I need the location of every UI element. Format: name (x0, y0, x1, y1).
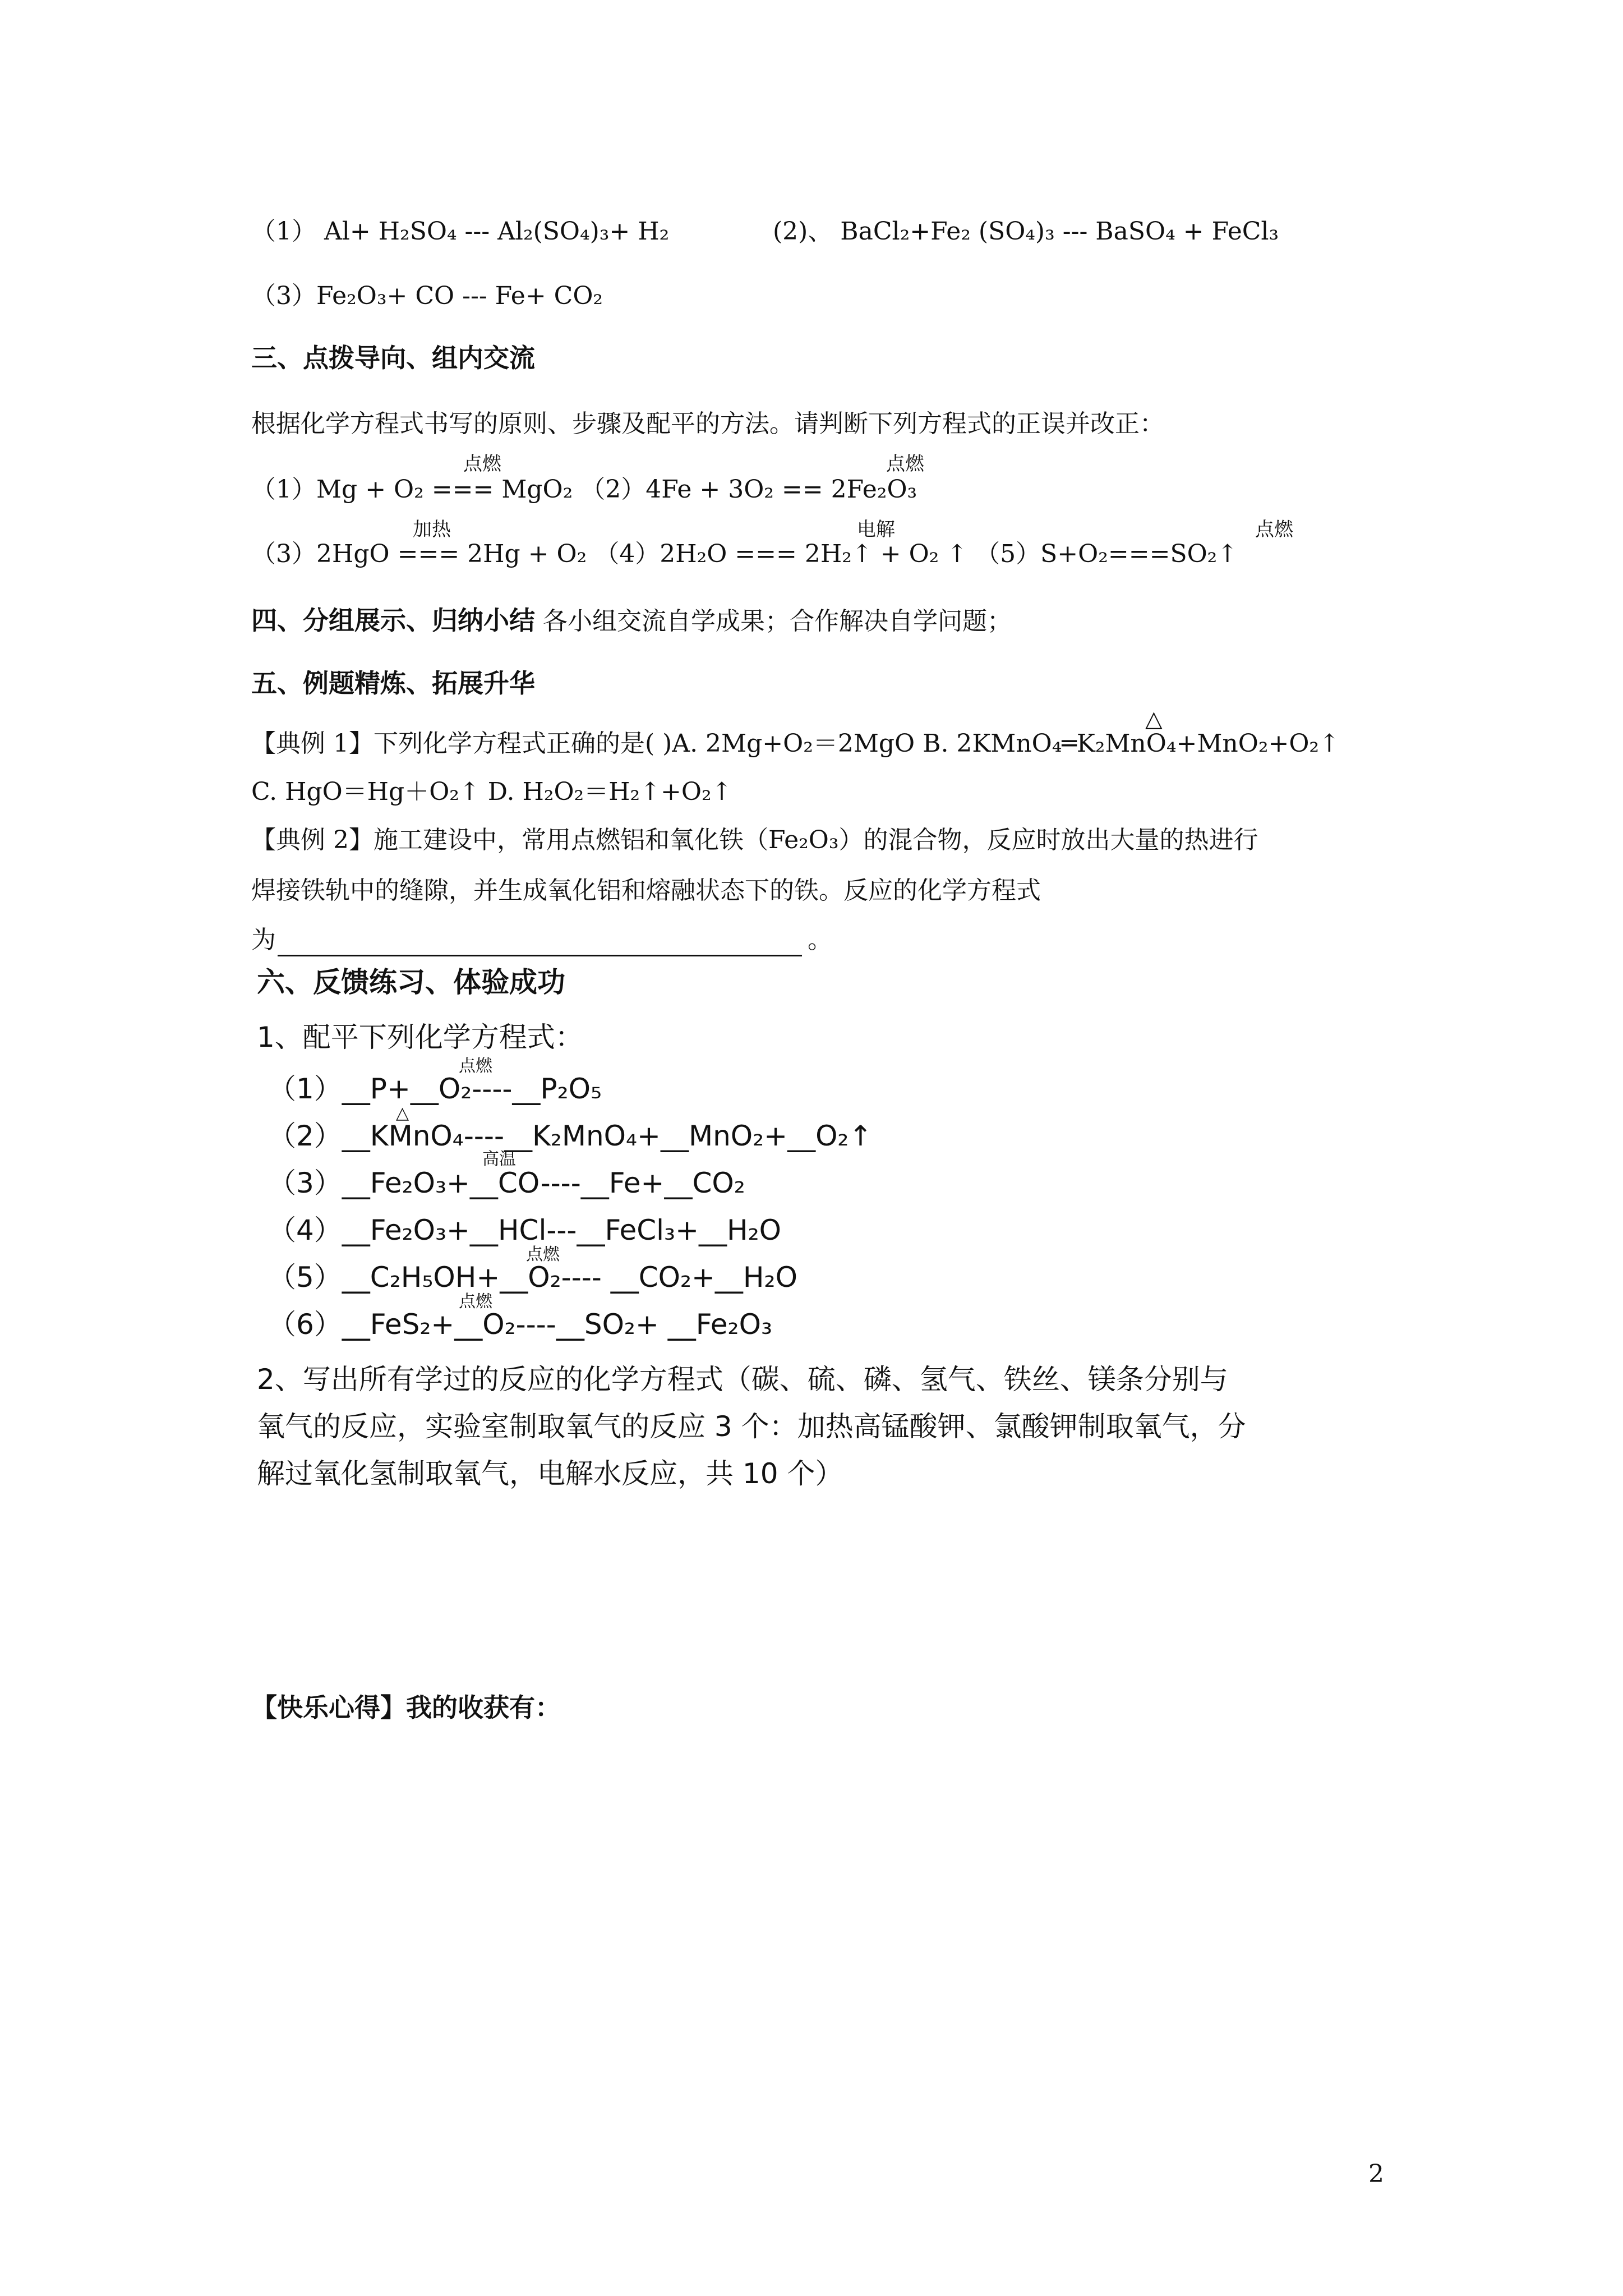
section-6-heading: 六、反馈练习、体验成功 (257, 966, 565, 999)
condition-label: 加热 (413, 518, 451, 541)
heating-triangle-icon: △ (1145, 706, 1163, 732)
example-1-line-1: 【典例 1】下列化学方程式正确的是( )A. 2Mg+O₂＝2MgO B. 2KMnO₄═K₂MnO₄+MnO₂+O₂↑ (251, 729, 1340, 758)
section-3-row-1: （1）Mg + O₂ === MgO₂ （2）4Fe + 3O₂ == 2Fe₂O₃ (251, 475, 917, 504)
example-2-line-1: 【典例 2】施工建设中，常用点燃铝和氧化铁（Fe₂O₃）的混合物，反应时放出大量的热进行 (251, 826, 1258, 854)
balance-item-3: （3）__Fe₂O₃+__CO----__Fe+__CO₂ (268, 1167, 745, 1199)
balance-item-5: （5）__C₂H₅OH+__O₂---- __CO₂+__H₂O (268, 1261, 797, 1294)
condition-label: 点燃 (886, 453, 924, 475)
example-1-line-2: C. HgO＝Hg＋O₂↑ D. H₂O₂＝H₂↑+O₂↑ (251, 777, 732, 806)
page-number: 2 (1368, 2160, 1384, 2188)
equation-1: （1） Al+ H₂SO₄ --- Al₂(SO₄)₃+ H₂ (251, 217, 670, 246)
exercise-2-line-1: 2、写出所有学过的反应的化学方程式（碳、硫、磷、氢气、铁丝、镁条分别与 (257, 1363, 1228, 1396)
section-3-row-2: （3）2HgO === 2Hg + O₂ （4）2H₂O === 2H₂↑ + O₂ ↑ （5）S+O₂===SO₂↑ (251, 540, 1238, 568)
closing-prompt: 【快乐心得】我的收获有： (251, 1692, 561, 1723)
condition-label: 点燃 (1255, 518, 1293, 541)
condition-label: 点燃 (459, 1056, 492, 1076)
section-5-heading: 五、例题精炼、拓展升华 (251, 668, 535, 698)
balance-item-2: （2）__KMnO₄----__K₂MnO₄+__MnO₂+__O₂↑ (268, 1120, 873, 1152)
balance-item-6: （6）__FeS₂+__O₂----__SO₂+ __Fe₂O₃ (268, 1308, 772, 1341)
balance-item-1: （1）__P+__O₂----__P₂O₅ (268, 1073, 602, 1105)
section-4-heading: 四、分组展示、归纳小结 (251, 605, 535, 636)
section-3-intro: 根据化学方程式书写的原则、步骤及配平的方法。请判断下列方程式的正误并改正： (251, 409, 1164, 438)
balance-item-4: （4）__Fe₂O₃+__HCl---__FeCl₃+__H₂O (268, 1214, 781, 1246)
condition-label: 高温 (482, 1149, 516, 1169)
section-4 (251, 605, 1012, 637)
condition-label: 电解 (857, 518, 895, 541)
example-2-line-2: 焊接铁轨中的缝隙，并生成氧化铝和熔融状态下的铁。反应的化学方程式 (251, 876, 1041, 905)
condition-label: 点燃 (526, 1245, 560, 1264)
section-3-heading: 三、点拨导向、组内交流 (251, 343, 535, 373)
exercise-2-line-2: 氧气的反应，实验室制取氧气的反应 3 个：加热高锰酸钾、氯酸钾制取氧气，分 (257, 1410, 1246, 1443)
section-4-text: 各小组交流自学成果；合作解决自学问题； (543, 607, 1012, 636)
exercise-2-line-3: 解过氧化氢制取氧气，电解水反应，共 10 个） (257, 1457, 843, 1490)
equation-2: (2)、 BaCl₂+Fe₂ (SO₄)₃ --- BaSO₄ + FeCl₃ (773, 217, 1279, 246)
condition-label: 点燃 (459, 1292, 492, 1312)
condition-label: 点燃 (463, 453, 501, 475)
example-2-line-3-prefix: 为 (251, 926, 276, 954)
example-2-line-3-suffix: 。 (808, 926, 832, 954)
heating-triangle-icon: △ (396, 1103, 409, 1123)
equation-3: （3）Fe₂O₃+ CO --- Fe+ CO₂ (251, 282, 603, 310)
answer-blank[interactable] (278, 954, 802, 956)
exercise-1-prompt: 1、配平下列化学方程式： (257, 1021, 583, 1053)
